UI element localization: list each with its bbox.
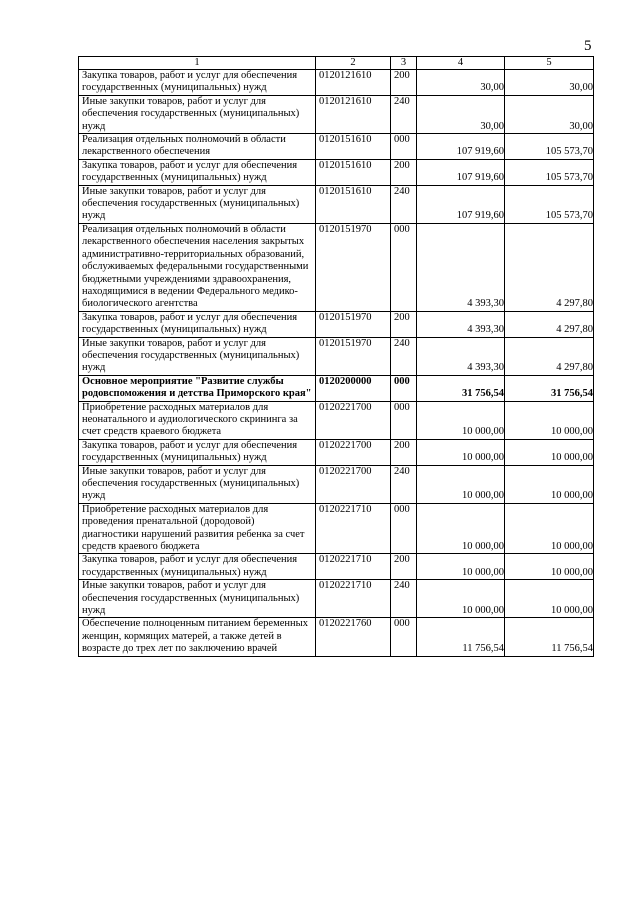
row-name-cell: Иные закупки товаров, работ и услуг для обеспечения государственных (муниципальных) нужд [79,580,316,618]
table-row [79,223,594,311]
row-code-cell: 0120221700 [316,465,391,503]
row-kind-cell: 200 [391,159,417,185]
row-kind-cell: 000 [391,503,417,554]
table-row [79,95,594,133]
table-body [79,70,594,657]
row-code-cell: 0120151970 [316,337,391,375]
row-value-col4-cell: 4 393,30 [417,311,505,337]
row-name-cell: Приобретение расходных материалов для проведения пренатальной (дородовой) диагностики нарушений развития ребенка за счет средств краевого бюджета [79,503,316,554]
row-value-col4-cell: 10 000,00 [417,503,505,554]
row-code-cell: 0120200000 [316,375,391,401]
table-row [79,70,594,96]
row-name-cell: Иные закупки товаров, работ и услуг для обеспечения государственных (муниципальных) нужд [79,465,316,503]
row-code-cell: 0120151970 [316,311,391,337]
row-kind-cell: 240 [391,95,417,133]
row-kind-cell: 240 [391,185,417,223]
column-header-3: 3 [391,57,417,70]
row-name-cell: Иные закупки товаров, работ и услуг для обеспечения государственных (муниципальных) нужд [79,337,316,375]
row-code-cell: 0120121610 [316,95,391,133]
row-value-col5-cell: 105 573,70 [505,185,594,223]
row-value-col5-cell: 30,00 [505,95,594,133]
table-row [79,185,594,223]
row-value-col5-cell: 105 573,70 [505,159,594,185]
column-header-5: 5 [505,57,594,70]
row-name-cell: Закупка товаров, работ и услуг для обеспечения государственных (муниципальных) нужд [79,554,316,580]
column-header-1: 1 [79,57,316,70]
table-row [79,134,594,160]
row-name-cell: Закупка товаров, работ и услуг для обеспечения государственных (муниципальных) нужд [79,70,316,96]
row-kind-cell: 240 [391,580,417,618]
row-kind-cell: 000 [391,134,417,160]
row-value-col5-cell: 4 297,80 [505,337,594,375]
row-value-col4-cell: 10 000,00 [417,554,505,580]
row-kind-cell: 200 [391,70,417,96]
row-value-col4-cell: 4 393,30 [417,223,505,311]
row-code-cell: 0120151970 [316,223,391,311]
row-value-col4-cell: 10 000,00 [417,439,505,465]
row-kind-cell: 240 [391,465,417,503]
row-value-col4-cell: 10 000,00 [417,580,505,618]
table-row [79,311,594,337]
row-kind-cell: 000 [391,401,417,439]
column-header-4: 4 [417,57,505,70]
row-code-cell: 0120151610 [316,159,391,185]
row-value-col4-cell: 30,00 [417,70,505,96]
row-name-cell: Реализация отдельных полномочий в области лекарственного обеспечения [79,134,316,160]
row-name-cell: Основное мероприятие "Развитие службы родовспоможения и детства Приморского края" [79,375,316,401]
row-code-cell: 0120221700 [316,401,391,439]
row-name-cell: Иные закупки товаров, работ и услуг для обеспечения государственных (муниципальных) нужд [79,95,316,133]
row-code-cell: 0120221710 [316,503,391,554]
row-code-cell: 0120151610 [316,185,391,223]
row-value-col4-cell: 31 756,54 [417,375,505,401]
row-kind-cell: 200 [391,311,417,337]
row-value-col4-cell: 4 393,30 [417,337,505,375]
row-value-col4-cell: 107 919,60 [417,159,505,185]
row-kind-cell: 200 [391,439,417,465]
row-value-col5-cell: 31 756,54 [505,375,594,401]
row-name-cell: Закупка товаров, работ и услуг для обеспечения государственных (муниципальных) нужд [79,311,316,337]
budget-table [78,56,594,657]
table-header-row [79,57,594,70]
row-value-col5-cell: 4 297,80 [505,223,594,311]
table-row [79,375,594,401]
row-name-cell: Приобретение расходных материалов для неонатального и аудиологического скрининга за счет средств краевого бюджета [79,401,316,439]
row-kind-cell: 000 [391,223,417,311]
table-row [79,580,594,618]
row-name-cell: Реализация отдельных полномочий в области лекарственного обеспечения населения закрытых административно-территориальных образований, обслуживаемых федеральными государственными бюджетными учреждениями здравоохранения, находящимися в ведении Федерального медико-биологического агентства [79,223,316,311]
row-value-col5-cell: 4 297,80 [505,311,594,337]
row-code-cell: 0120221710 [316,580,391,618]
row-value-col5-cell: 10 000,00 [505,465,594,503]
row-name-cell: Иные закупки товаров, работ и услуг для обеспечения государственных (муниципальных) нужд [79,185,316,223]
row-code-cell: 0120151610 [316,134,391,160]
row-value-col4-cell: 107 919,60 [417,185,505,223]
row-value-col5-cell: 10 000,00 [505,401,594,439]
row-value-col4-cell: 10 000,00 [417,401,505,439]
table-row [79,401,594,439]
row-value-col5-cell: 10 000,00 [505,439,594,465]
column-header-2: 2 [316,57,391,70]
row-value-col4-cell: 107 919,60 [417,134,505,160]
table-row [79,159,594,185]
row-name-cell: Закупка товаров, работ и услуг для обеспечения государственных (муниципальных) нужд [79,439,316,465]
row-kind-cell: 000 [391,375,417,401]
page-number: 5 [584,38,592,54]
row-code-cell: 0120221700 [316,439,391,465]
row-code-cell: 0120221710 [316,554,391,580]
table-row [79,465,594,503]
table-row [79,618,594,656]
row-value-col5-cell: 105 573,70 [505,134,594,160]
table-row [79,337,594,375]
row-value-col5-cell: 10 000,00 [505,580,594,618]
row-kind-cell: 240 [391,337,417,375]
row-name-cell: Обеспечение полноценным питанием беременных женщин, кормящих матерей, а также детей в возрасте до трех лет по заключению врачей [79,618,316,656]
row-value-col5-cell: 10 000,00 [505,554,594,580]
table-row [79,503,594,554]
row-value-col4-cell: 30,00 [417,95,505,133]
row-kind-cell: 200 [391,554,417,580]
row-value-col4-cell: 10 000,00 [417,465,505,503]
row-value-col5-cell: 10 000,00 [505,503,594,554]
row-value-col5-cell: 30,00 [505,70,594,96]
row-name-cell: Закупка товаров, работ и услуг для обеспечения государственных (муниципальных) нужд [79,159,316,185]
table-row [79,554,594,580]
table-row [79,439,594,465]
row-kind-cell: 000 [391,618,417,656]
row-code-cell: 0120121610 [316,70,391,96]
row-code-cell: 0120221760 [316,618,391,656]
row-value-col4-cell: 11 756,54 [417,618,505,656]
row-value-col5-cell: 11 756,54 [505,618,594,656]
